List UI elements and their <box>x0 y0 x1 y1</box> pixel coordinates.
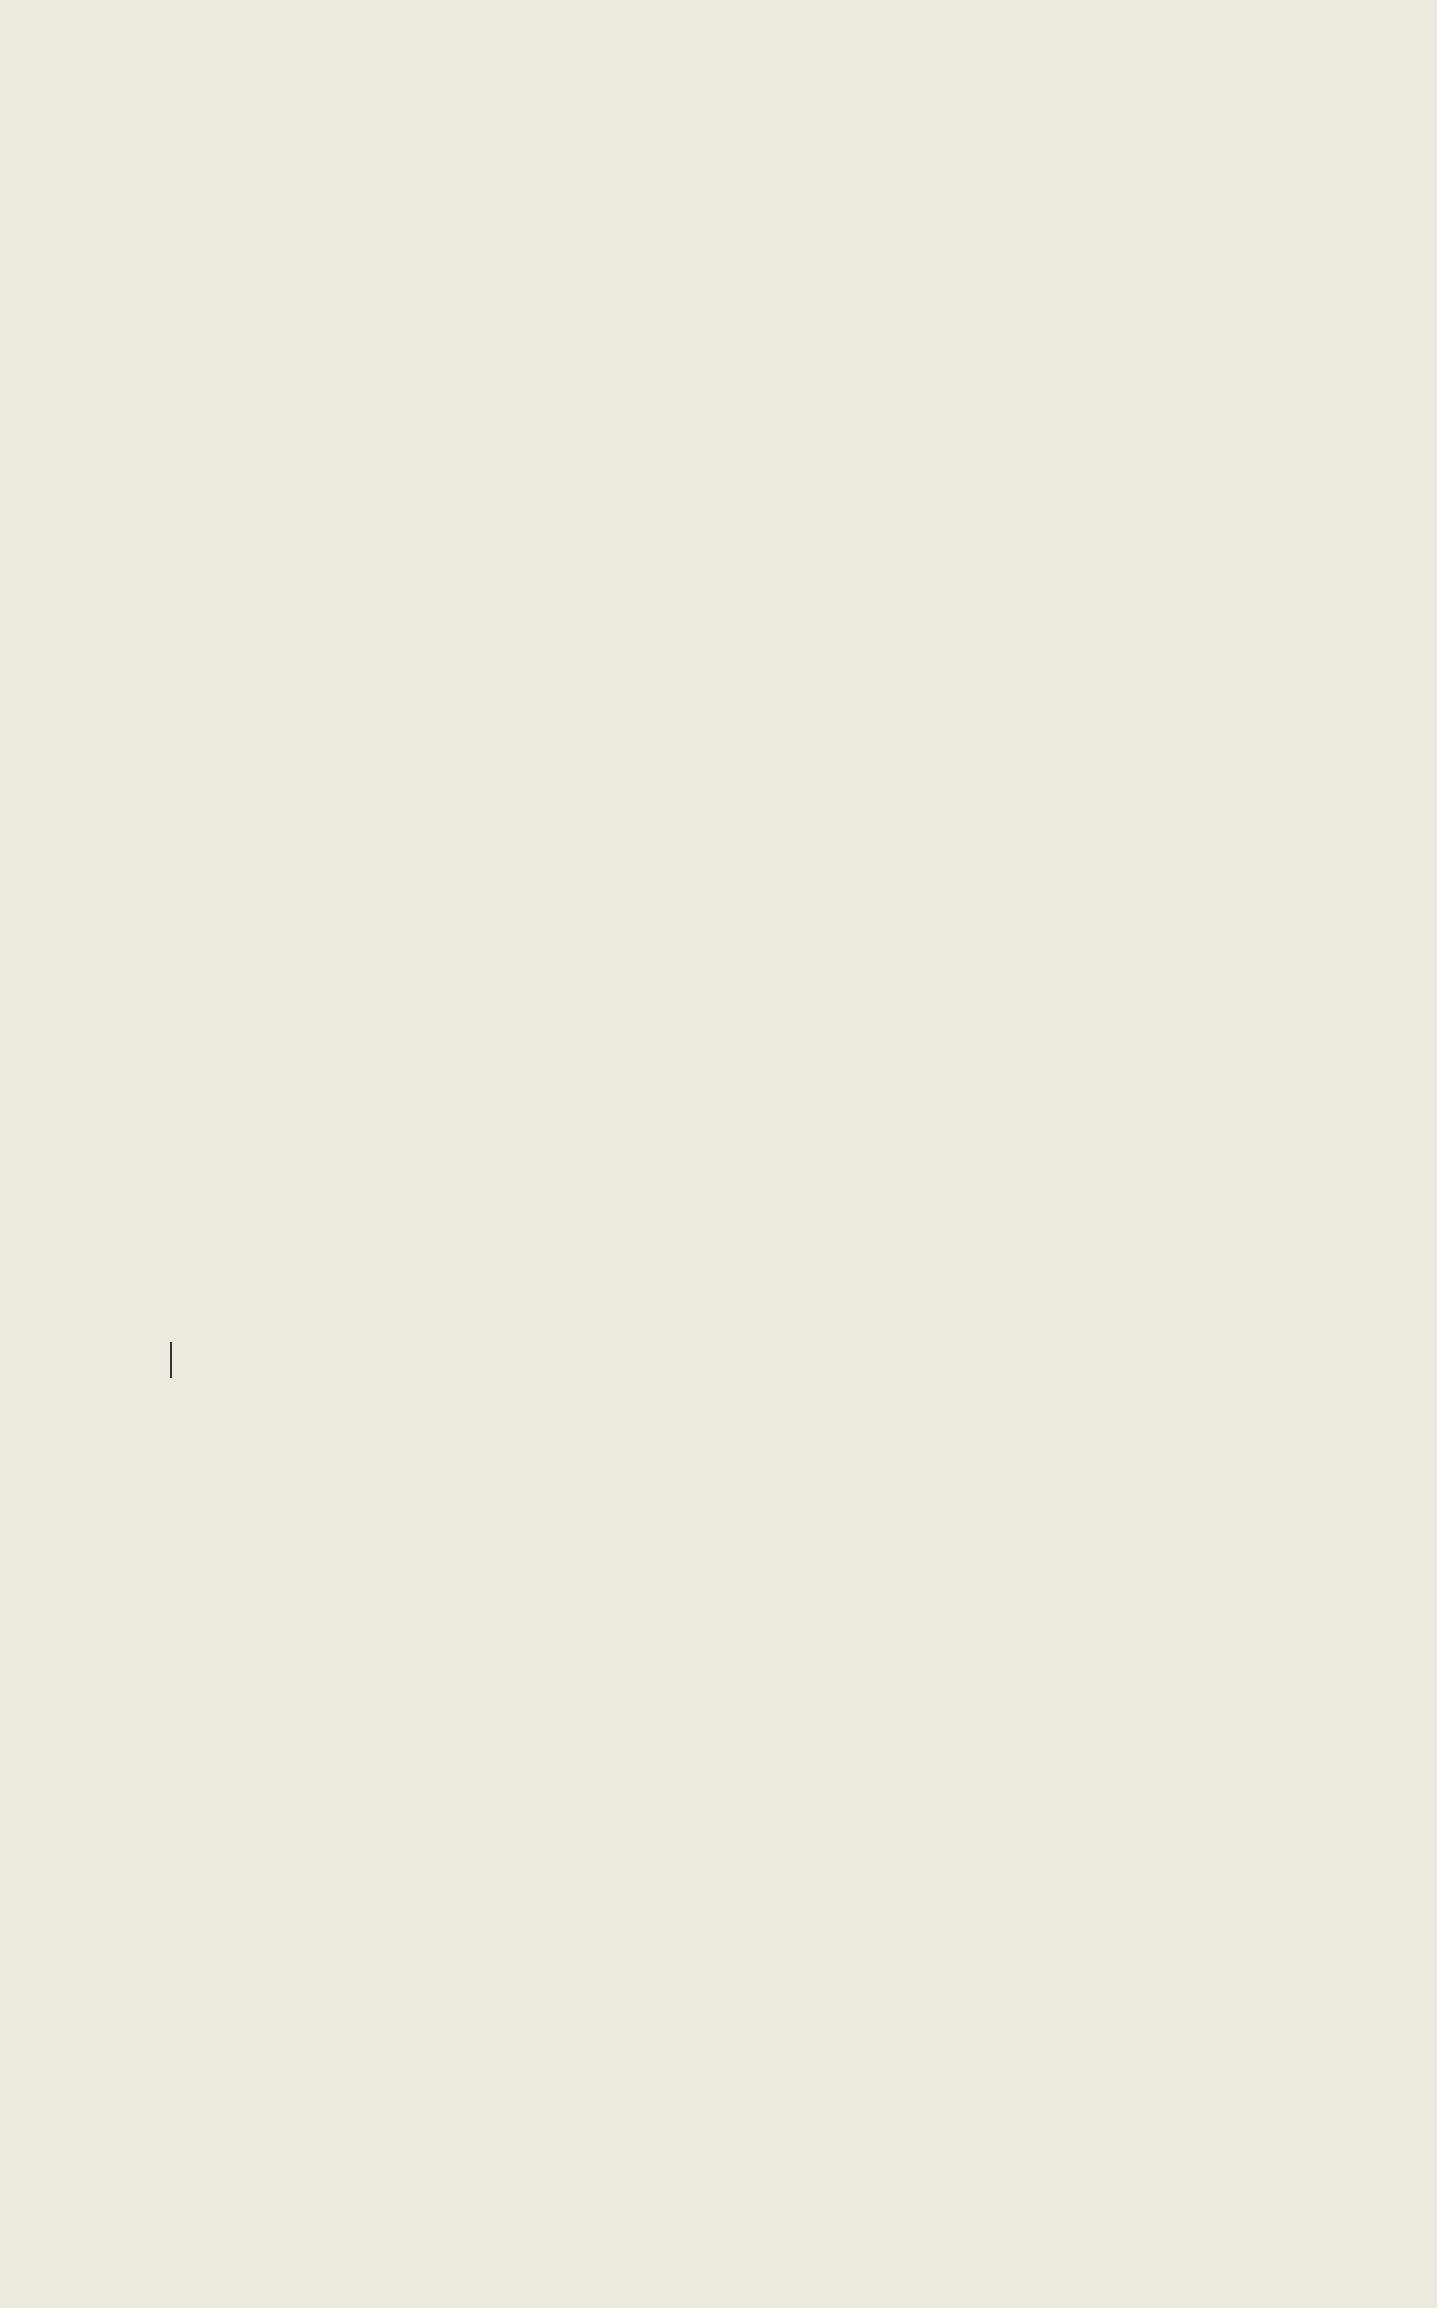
col-name-header <box>171 1494 212 2200</box>
table-body <box>252 1318 292 2200</box>
houses-1861-header <box>171 1342 212 1360</box>
col-m1861-header <box>171 1324 212 1330</box>
col-inh-1861 <box>212 1354 252 1360</box>
table-row <box>252 1318 292 2200</box>
col-persons-1861 <box>212 1330 252 1336</box>
col-area-header <box>171 1378 212 1494</box>
col-inh-1851 <box>212 1372 252 1378</box>
col-unin-1851 <box>212 1366 252 1372</box>
cell-b51 <box>252 1360 292 1366</box>
cell-area <box>252 1378 292 1494</box>
col-bldg-1861 <box>212 1342 252 1348</box>
cell-p51 <box>252 1336 292 1342</box>
cell-f <box>252 1318 292 1324</box>
cell-u61 <box>252 1348 292 1354</box>
cell-p61 <box>252 1330 292 1336</box>
census-table-rotated <box>170 110 1270 2200</box>
houses-1851-header <box>171 1360 212 1378</box>
col-unin-1861 <box>212 1348 252 1354</box>
cell-i61 <box>252 1354 292 1360</box>
cell-i51 <box>252 1372 292 1378</box>
persons-header <box>171 1330 212 1342</box>
census-table <box>170 1318 292 2200</box>
cell-u51 <box>252 1366 292 1372</box>
row-label <box>252 1494 292 2200</box>
col-bldg-1851 <box>212 1360 252 1366</box>
col-f1861-header <box>171 1318 212 1324</box>
cell-b61 <box>252 1342 292 1348</box>
cell-m <box>252 1324 292 1330</box>
col-persons-1851 <box>212 1336 252 1342</box>
